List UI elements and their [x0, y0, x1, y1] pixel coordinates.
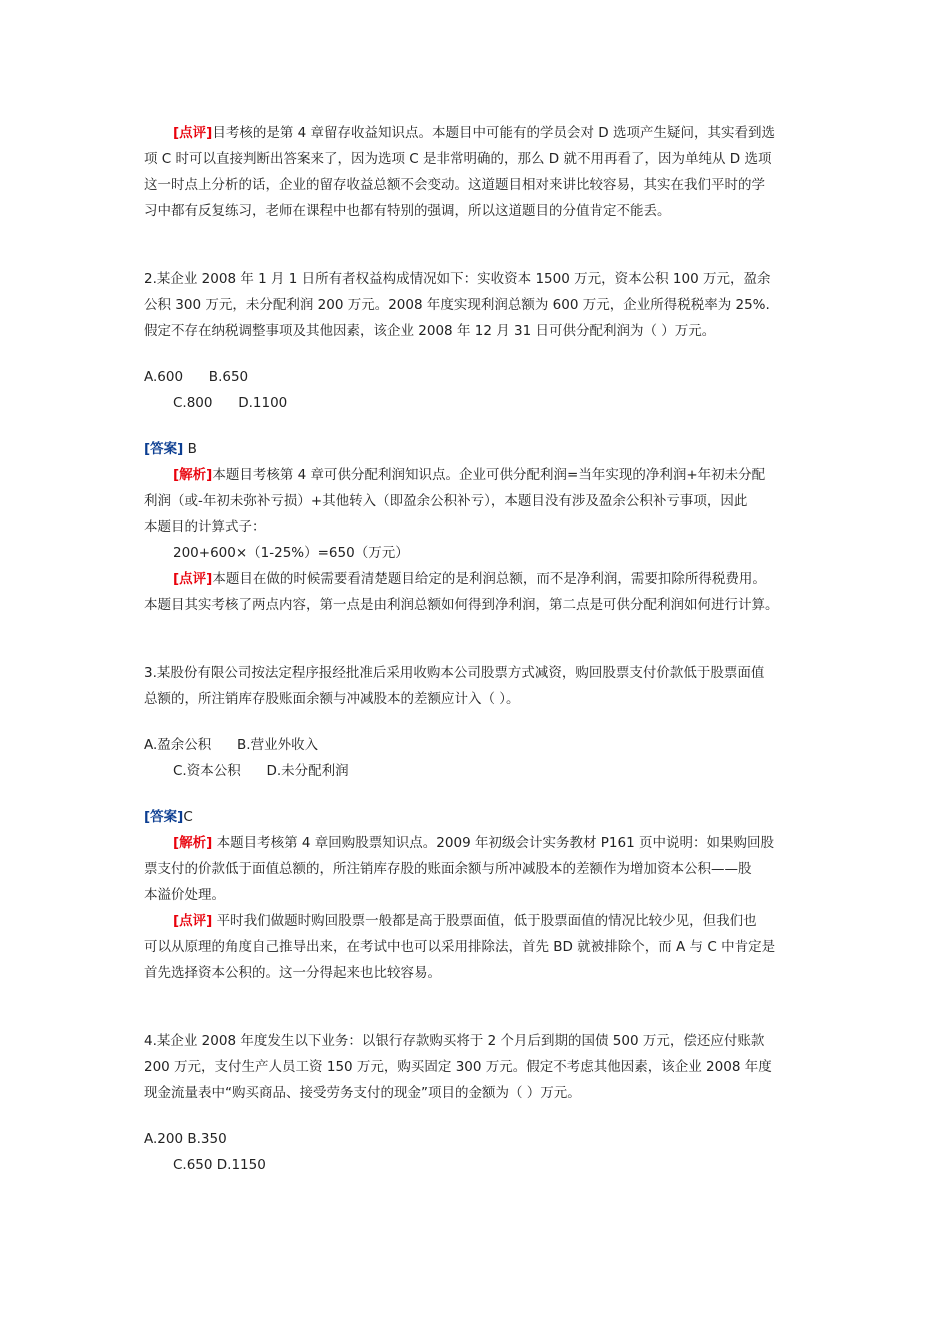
intro-comment-line1: [点评]目考核的是第 4 章留存收益知识点。本题目中可能有的学员会对 D 选项产生疑问，其实看到选 [173, 125, 775, 141]
q2-analysis-line2: 利润（或-年初未弥补亏损）+其他转入（即盈余公积补亏），本题目没有涉及盈余公积补亏事项，因此 [144, 493, 748, 509]
q3-analysis-line1: [解析] 本题目考核第 4 章回购股票知识点。2009 年初级会计实务教材 P161 页中说明：如果购回股 [173, 835, 774, 851]
q3-comment-line2: 可以从原理的角度自己推导出来，在考试中也可以采用排除法，首先 BD 就被排除个，而 A 与 C 中肯定是 [144, 939, 776, 955]
comment-tag: [点评] [173, 571, 213, 587]
q2-stem-line1: 2.某企业 2008 年 1 月 1 日所有者权益构成情况如下：实收资本 1500 万元，资本公积 100 万元，盈余 [144, 271, 771, 287]
q3-answer: [答案]C [144, 809, 193, 825]
q2-options-row2: C.800 D.1100 [173, 395, 288, 411]
q3-stem-line2: 总额的，所注销库存股账面余额与冲减股本的差额应计入（ ）。 [144, 691, 520, 707]
answer-tag: [答案] [144, 809, 184, 825]
q4-stem-line3: 现金流量表中“购买商品、接受劳务支付的现金”项目的金额为（ ）万元。 [144, 1085, 581, 1101]
q3-comment-line3: 首先选择资本公积的。这一分得起来也比较容易。 [144, 965, 441, 981]
document-page [144, 120, 814, 1178]
q4-stem-line1: 4.某企业 2008 年度发生以下业务：以银行存款购买将于 2 个月后到期的国债 500 万元，偿还应付账款 [144, 1033, 765, 1049]
intro-comment-line2: 项 C 时可以直接判断出答案来了，因为选项 C 是非常明确的，那么 D 就不用再看了，因为单纯从 D 选项 [144, 151, 772, 167]
q2-comment-line2: 本题目其实考核了两点内容，第一点是由利润总额如何得到净利润，第二点是可供分配利润如何进行计算。 [144, 597, 779, 613]
q2-analysis-line3: 本题目的计算式子： [144, 519, 266, 535]
q3-comment-line1: [点评] 平时我们做题时购回股票一般都是高于股票面值，低于股票面值的情况比较少见，但我们也 [173, 913, 757, 929]
intro-comment-line3: 这一时点上分析的话，企业的留存收益总额不会变动。这道题目相对来讲比较容易，其实在我们平时的学 [144, 177, 765, 193]
q3-options-row2: C.资本公积 D.未分配利润 [173, 763, 349, 779]
comment-tag: [点评] [173, 913, 213, 929]
q2-options-row1: A.600 B.650 [144, 369, 249, 385]
q3-stem-line1: 3.某股份有限公司按法定程序报经批准后采用收购本公司股票方式减资，购回股票支付价款低于股票面值 [144, 665, 765, 681]
q3-options-row1: A.盈余公积 B.营业外收入 [144, 737, 319, 753]
q4-options-row2: C.650 D.1150 [173, 1157, 266, 1173]
q2-answer: [答案] B [144, 441, 197, 457]
analysis-tag: [解析] [173, 835, 213, 851]
answer-tag: [答案] [144, 441, 184, 457]
q2-comment-line1: [点评]本题目在做的时候需要看清楚题目给定的是利润总额，而不是净利润，需要扣除所得税费用。 [173, 571, 766, 587]
q2-formula: 200+600×（1-25%）=650（万元） [173, 545, 409, 561]
q2-stem-line3: 假定不存在纳税调整事项及其他因素，该企业 2008 年 12 月 31 日可供分配利润为（ ）万元。 [144, 323, 716, 339]
q4-options-row1: A.200 B.350 [144, 1131, 227, 1147]
q4-stem-line2: 200 万元，支付生产人员工资 150 万元，购买固定 300 万元。假定不考虑其他因素，该企业 2008 年度 [144, 1059, 772, 1075]
q2-stem-line2: 公积 300 万元，未分配利润 200 万元。2008 年度实现利润总额为 600 万元，企业所得税税率为 25%. [144, 297, 770, 313]
q3-analysis-line2: 票支付的价款低于面值总额的，所注销库存股的账面余额与所冲减股本的差额作为增加资本公积——股 [144, 861, 752, 877]
intro-comment-line4: 习中都有反复练习，老师在课程中也都有特别的强调，所以这道题目的分值肯定不能丢。 [144, 203, 671, 219]
q3-analysis-line3: 本溢价处理。 [144, 887, 225, 903]
q2-analysis-line1: [解析]本题目考核第 4 章可供分配利润知识点。企业可供分配利润=当年实现的净利润+年初未分配 [173, 467, 766, 483]
analysis-tag: [解析] [173, 467, 213, 483]
comment-tag: [点评] [173, 125, 213, 141]
